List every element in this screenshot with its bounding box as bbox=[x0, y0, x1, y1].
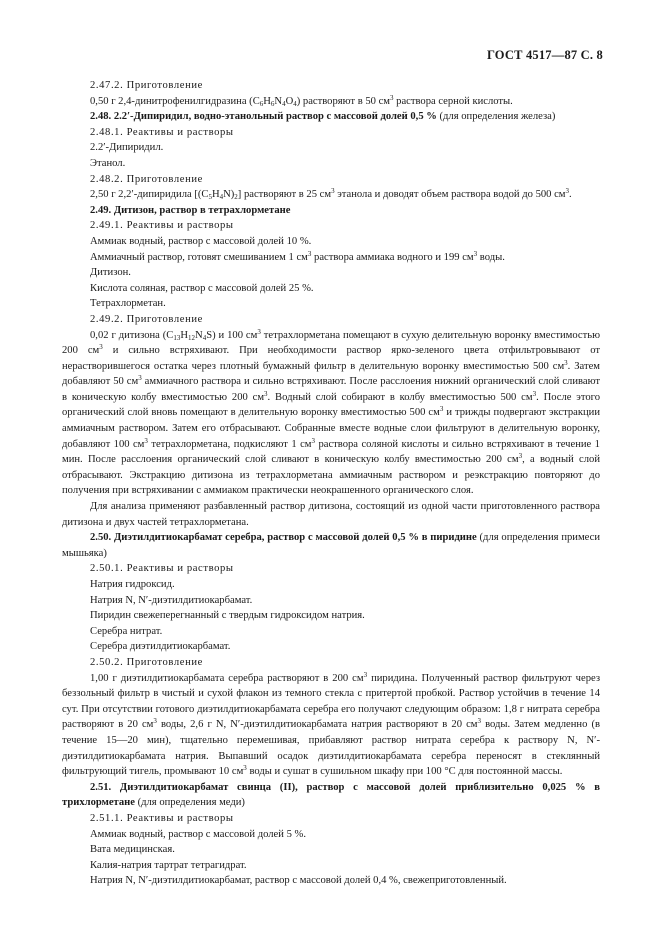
subsection-heading: 2.49.1. Реактивы и растворы bbox=[90, 220, 234, 232]
section-heading: 2.50. Диэтилдитиокарбамат серебра, раствор с массовой долей 0,5 % в пиридине (для определения примеси мышьяка) bbox=[62, 532, 600, 559]
list-item: Натрия N, N′-диэтилдитиокарбамат, раствор с массовой долей 0,4 %, свежеприготовленный. bbox=[90, 875, 507, 887]
list-item: Вата медицинская. bbox=[90, 844, 175, 856]
list-item: Аммиак водный, раствор с массовой долей 10 %. bbox=[90, 235, 312, 247]
paragraph: Для анализа применяют разбавленный раствор дитизона, состоящий из одной части приготовленного раствора дитизона и двух частей тетрахлорметана. bbox=[62, 501, 600, 528]
list-item: Серебра нитрат. bbox=[90, 625, 163, 637]
page-header: ГОСТ 4517—87 С. 8 bbox=[486, 48, 603, 62]
paragraph: 0,50 г 2,4-динитрофенилгидразина $(C_6H_6N_4O_4)$ растворяют в 50 $см^3$ раствора серной кислоты. bbox=[90, 93, 513, 108]
subsection-heading: 2.51.1. Реактивы и растворы bbox=[90, 812, 234, 824]
list-item: Натрия N, N′-диэтилдитиокарбамат. bbox=[90, 594, 253, 606]
list-item: Кислота соляная, раствор с массовой долей 25 %. bbox=[90, 282, 314, 294]
paragraph: 1,00 г диэтилдитиокарбамата серебра растворяют в 200 $см^3$ пиридина. Полученный раствор фильтруют через беззольный фильтр в чистый и сухой флакон из темного стекла с притертой пробкой. Раствор устойчив в течение 14 сут. При отсутствии готового диэтилдитиокарбамата серебра его получают следующим образом: 1,8 г нитрата серебра растворяют в 20 $см^3$ воды, 2,6 г N, N′-диэтилдитиокарбамата натрия растворяют в 20 $см^3$ воды. Затем медленно (в течение 15—20 мин), тщательно перемешивая, прибавляют раствор нитрата серебра к раствору N, N′-диэтилдитиокарбамата натрия. Выпавший осадок диэтилдитиокарбамата серебра переносят в стеклянный фильтрующий тигель, промывают 10 $см^3$ воды и сушат в сушильном шкафу при 100 °С для постоянной массы. bbox=[62, 670, 601, 778]
subsection-heading: 2.50.1. Реактивы и растворы bbox=[90, 563, 234, 575]
section-heading: 2.51. Диэтилдитиокарбамат свинца (II), раствор с массовой долей приблизительно 0,025 % в трихлорметане (для определения меди) bbox=[62, 781, 600, 809]
list-item: Калия-натрия тартрат тетрагидрат. bbox=[90, 859, 247, 871]
list-item: Аммиачный раствор, готовят смешиванием 1 $см^3$ раствора аммиака водного и 199 $см^3$ воды. bbox=[90, 249, 505, 263]
document-body bbox=[62, 78, 600, 889]
list-item: Пиридин свежеперегнанный с твердым гидроксидом натрия. bbox=[90, 610, 365, 622]
paragraph: 2,50 г 2,2′-дипиридила $[(C_5H_4N)_2]$ растворяют в 25 $см^3$ этанола и доводят объем раствора водой до 500 $см^3$. bbox=[90, 187, 572, 202]
section-heading: 2.48. 2.2′-Дипиридил, водно-этанольный раствор с массовой долей 0,5 % (для определения железа) bbox=[90, 111, 556, 123]
subsection-heading: 2.50.2. Приготовление bbox=[90, 656, 203, 668]
list-item: Аммиак водный, раствор с массовой долей 5 %. bbox=[90, 828, 306, 840]
list-item: 2.2′-Дипиридил. bbox=[90, 142, 164, 154]
subsection-heading: 2.48.2. Приготовление bbox=[90, 173, 203, 185]
paragraph: 0,02 г дитизона $(C_{13}H_{12}N_4S)$ и 100 $см^3$ тетрахлорметана помещают в сухую делительную воронку вместимостью 200 $см^3$ и сильно встряхивают. При необходимости раствор ярко-зеленого цвета отфильтровывают от нерастворившегося остатка через плотный бумажный фильтр в делительную воронку вместимостью 500 $см^3$. Затем добавляют 50 $см^3$ аммиачного раствора и сильно встряхивают. После расслоения нижний органический слой сливают в коническую колбу вместимостью 200 $см^3$. Водный слой собирают в колбу вместимостью 500 $см^3$. После этого органический слой вновь помещают в делительную воронку вместимостью 500 $см^3$ и трижды подвергают экстракции аммиачным раствором. Затем его отбрасывают. Собранные вместе водные слои фильтруют в делительную воронку, добавляют 100 $см^3$ тетрахлорметана, подкисляют 1 $см^3$ раствора соляной кислоты и сильно встряхивают в течение 1 мин. После расслоения органический слой сливают в коническую колбу вместимостью 200 $см^3$, а водный слой отбрасывают. Экстракцию дитизона из тетрахлорметана аммиачным раствором и реэкстракцию повторяют до получения при встряхивании с аммиаком практически неокрашенного органического слоя. bbox=[62, 327, 601, 497]
subsection-heading: 2.49.2. Приготовление bbox=[90, 313, 203, 325]
list-item: Этанол. bbox=[90, 157, 126, 169]
subsection-heading: 2.48.1. Реактивы и растворы bbox=[90, 126, 234, 138]
list-item: Тетрахлорметан. bbox=[90, 298, 166, 310]
section-heading: 2.49. Дитизон, раствор в тетрахлорметане bbox=[90, 204, 291, 216]
list-item: Серебра диэтилдитиокарбамат. bbox=[90, 641, 231, 653]
list-item: Дитизон. bbox=[90, 267, 131, 279]
subsection-heading: 2.47.2. Приготовление bbox=[90, 80, 203, 91]
list-item: Натрия гидроксид. bbox=[90, 579, 175, 590]
